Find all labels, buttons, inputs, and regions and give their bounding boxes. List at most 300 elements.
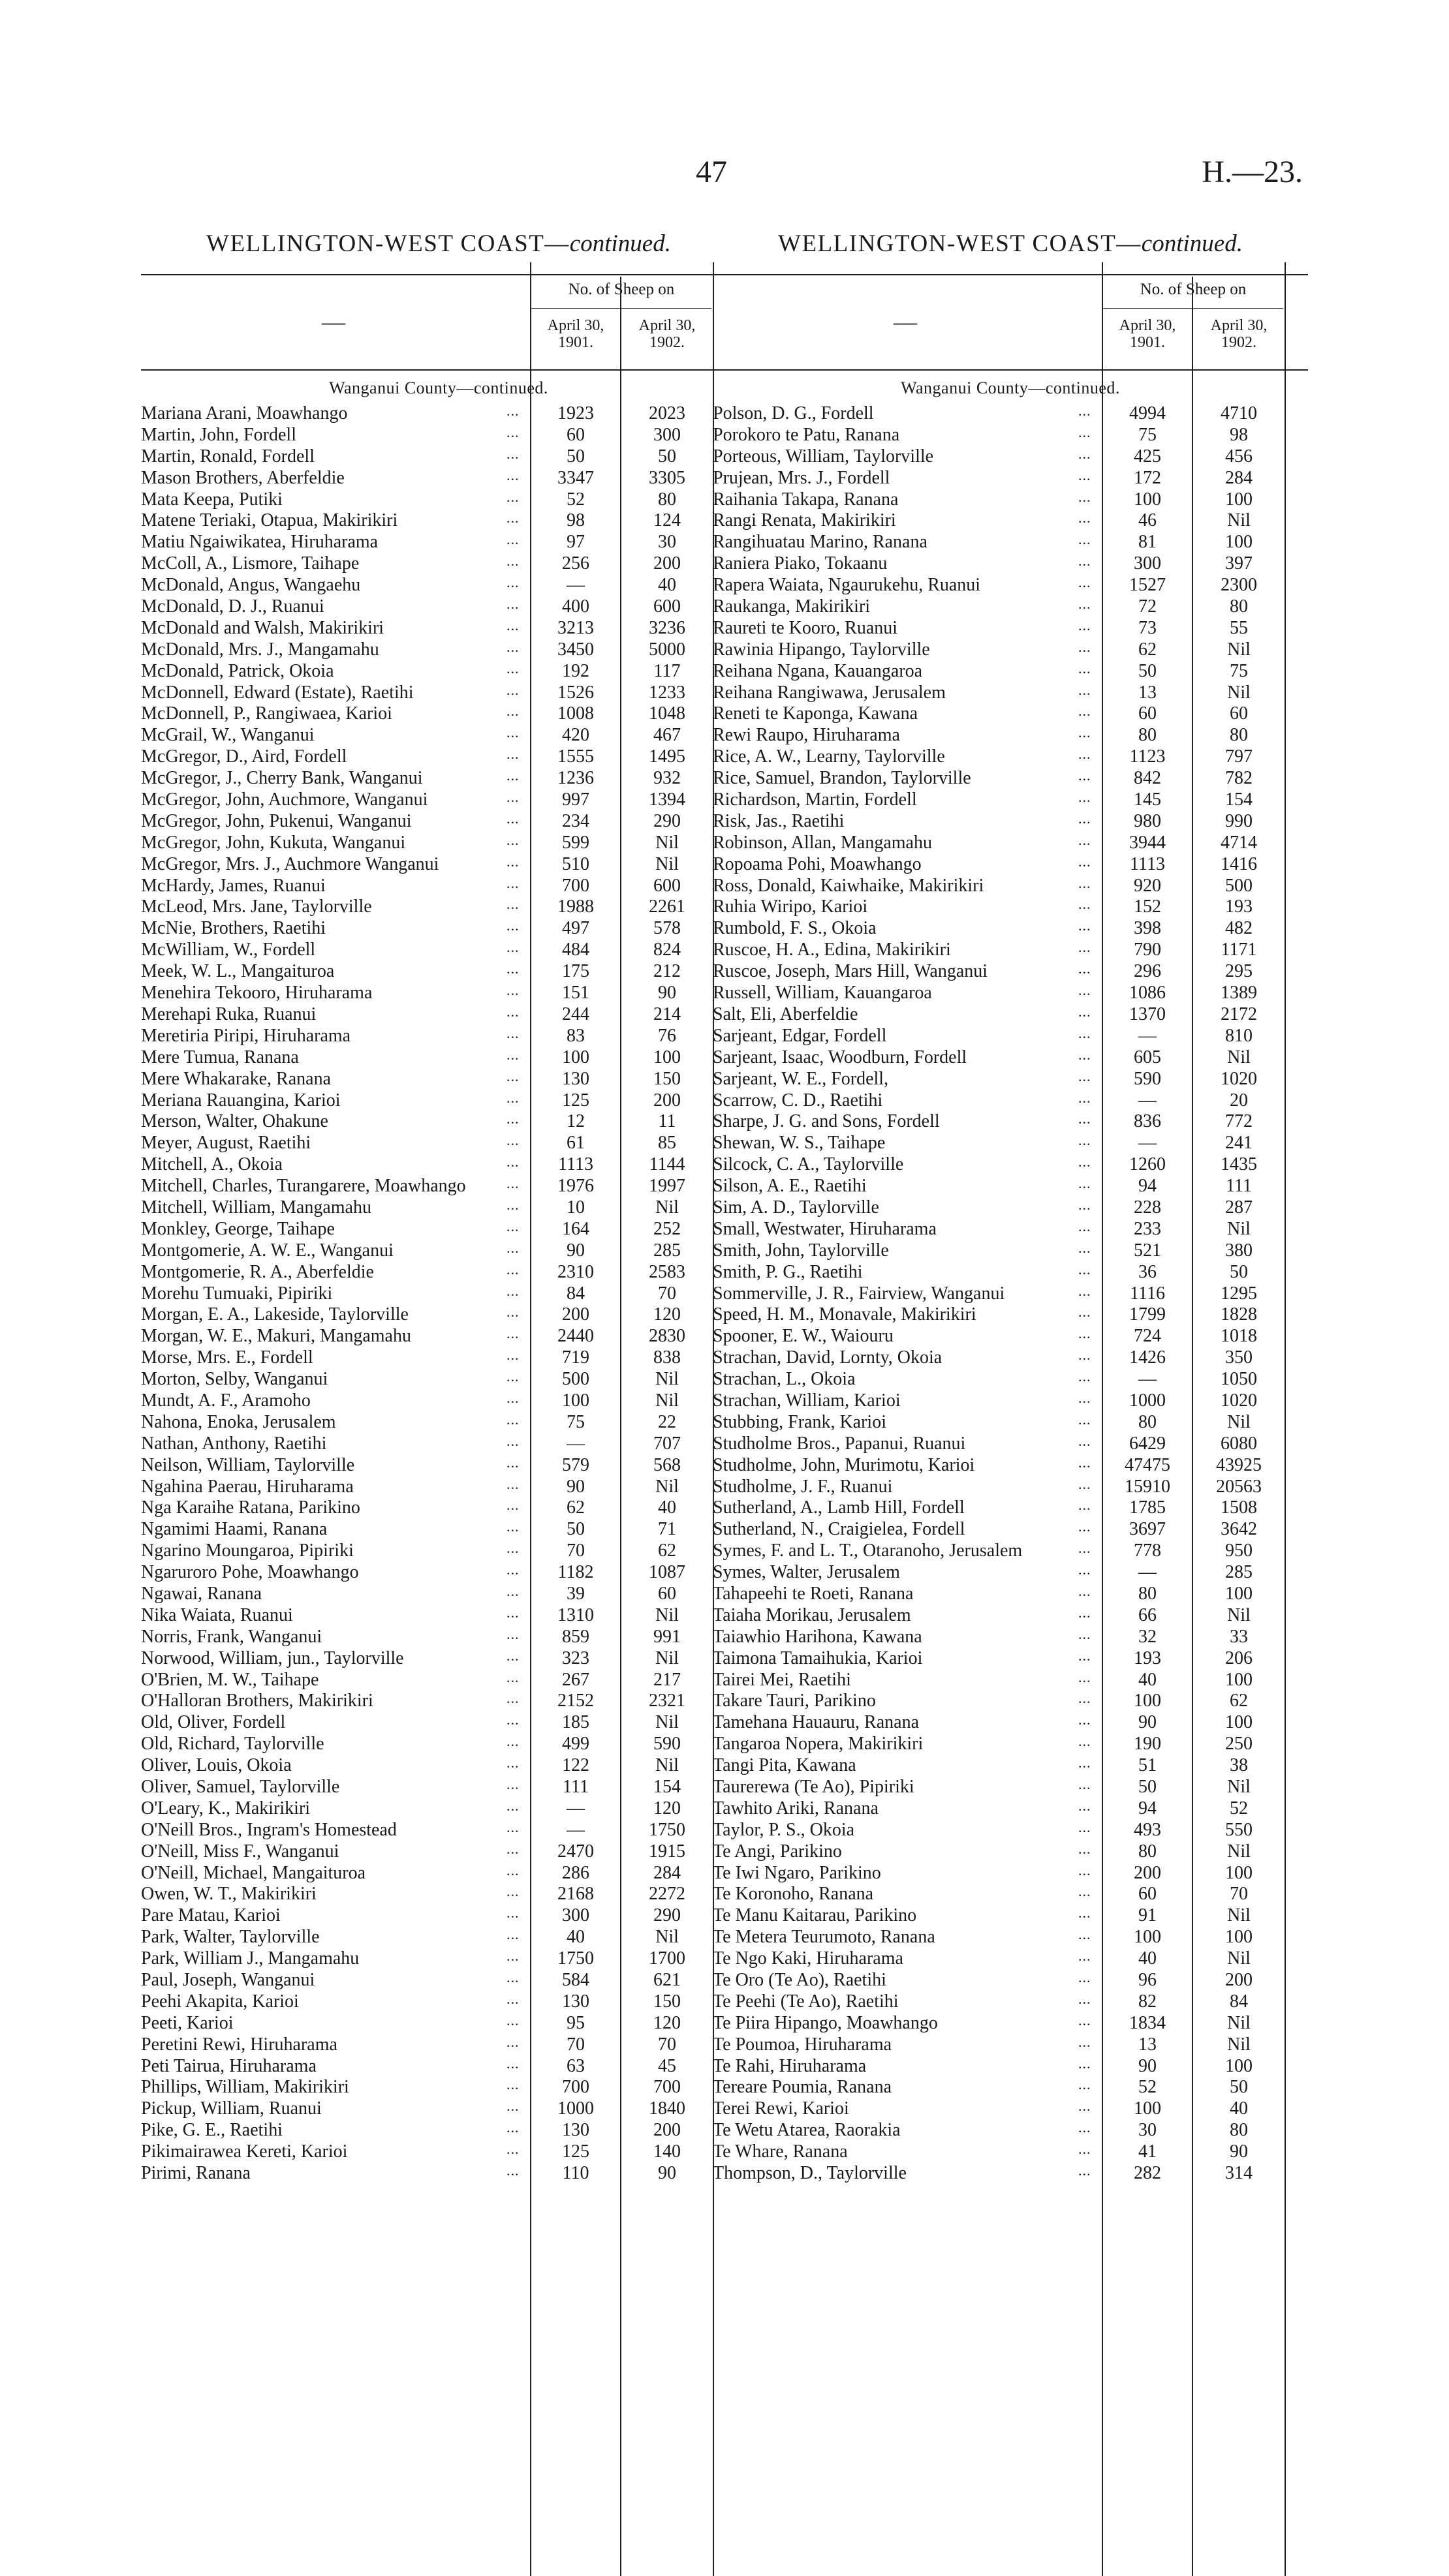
- table-row: [141, 918, 736, 940]
- sheep-count-1901: 4994: [1129, 403, 1166, 423]
- leader-dots: ...: [1078, 1261, 1091, 1278]
- sheep-count-1902: 6080: [1221, 1433, 1257, 1454]
- leader-dots: ...: [1078, 2162, 1091, 2179]
- sheep-count-1902: 20: [1230, 1090, 1248, 1111]
- county-subheading: Wanganui County—continued.: [329, 378, 548, 397]
- sheep-count-1901: 1923: [557, 403, 594, 423]
- table-row: [141, 1347, 736, 1369]
- sheep-count-1902: 991: [653, 1626, 681, 1647]
- sheep-count-1902: Nil: [1227, 1905, 1251, 1926]
- leader-dots: ...: [1078, 1282, 1091, 1299]
- sheep-count-1901: 66: [1138, 1604, 1157, 1625]
- owner-name: Pare Matau, Karioi: [141, 1905, 281, 1926]
- owner-name: Studholme Bros., Papanui, Ruanui: [713, 1433, 966, 1454]
- owner-name: Mere Whakarake, Ranana: [141, 1068, 331, 1089]
- sheep-count-1901: 122: [562, 1755, 589, 1776]
- leader-dots: ...: [506, 617, 520, 634]
- sheep-count-1902: 200: [653, 1090, 681, 1111]
- sheep-count-1901: 96: [1138, 1970, 1157, 1991]
- sheep-count-1902: 2023: [649, 403, 685, 423]
- leader-dots: ...: [1078, 1046, 1091, 1063]
- sheep-count-1901: 484: [562, 940, 589, 960]
- table-row: [141, 1326, 736, 1347]
- leader-dots: ...: [506, 1755, 520, 1771]
- owner-name: McDonald, Angus, Wangaehu: [141, 575, 361, 596]
- leader-dots: ...: [1078, 853, 1091, 870]
- owner-name: Tangi Pita, Kawana: [713, 1755, 856, 1776]
- owner-name: Raureti te Kooro, Ruanui: [713, 617, 898, 638]
- owner-name: Sommerville, J. R., Fairview, Wanganui: [713, 1283, 1005, 1304]
- sheep-count-1902: 90: [658, 983, 676, 1004]
- table-row: [713, 940, 1308, 961]
- leader-dots: ...: [1078, 1196, 1091, 1213]
- owner-name: Owen, W. T., Makirikiri: [141, 1884, 317, 1905]
- sheep-count-1902: 75: [1230, 660, 1248, 681]
- sheep-count-1901: 1260: [1129, 1154, 1166, 1175]
- leader-dots: ...: [1078, 1668, 1091, 1685]
- sheep-count-1902: 1508: [1221, 1497, 1257, 1518]
- sheep-count-1901: 859: [562, 1626, 589, 1647]
- sheep-count-1901: 1785: [1129, 1497, 1166, 1518]
- owner-name: Rapera Waiata, Ngaurukehu, Ruanui: [713, 575, 981, 596]
- owner-name: McGrail, W., Wanganui: [141, 725, 315, 746]
- leader-dots: ...: [1078, 1111, 1091, 1127]
- sheep-count-1902: 50: [658, 446, 676, 467]
- leader-dots: ...: [1078, 1325, 1091, 1342]
- owner-name: Morton, Selby, Wanganui: [141, 1369, 328, 1390]
- sheep-count-1901: 190: [1134, 1734, 1161, 1755]
- leader-dots: ...: [506, 1024, 520, 1041]
- owner-name: Martin, John, Fordell: [141, 424, 296, 445]
- table-row: [713, 1562, 1308, 1584]
- owner-name: Symes, Walter, Jerusalem: [713, 1562, 900, 1583]
- leader-dots: ...: [506, 1003, 520, 1020]
- owner-name: McWilliam, W., Fordell: [141, 940, 316, 960]
- sheep-count-1902: 1997: [649, 1176, 685, 1197]
- sheep-count-1902: 111: [1226, 1176, 1252, 1197]
- leader-dots: ...: [506, 2055, 520, 2072]
- sheep-count-1902: Nil: [1227, 1604, 1251, 1625]
- sheep-count-1901: 3213: [557, 617, 594, 638]
- table-header: [713, 274, 1308, 371]
- owner-name: Morgan, E. A., Lakeside, Taylorville: [141, 1304, 409, 1325]
- sheep-count-1902: 40: [658, 1497, 676, 1518]
- document-reference: H.—23.: [1202, 155, 1303, 189]
- sheep-count-1902: 824: [653, 940, 681, 960]
- owner-name: McDonald, Mrs. J., Mangamahu: [141, 639, 379, 660]
- sheep-count-1901: 97: [567, 532, 585, 553]
- owner-name: Rumbold, F. S., Okoia: [713, 918, 877, 939]
- table-row: [141, 2056, 736, 2078]
- sheep-count-1901: 94: [1138, 1176, 1157, 1197]
- table-row: [141, 725, 736, 746]
- leader-dots: ...: [506, 1368, 520, 1385]
- sheep-count-1901: 36: [1138, 1261, 1157, 1282]
- table-row: [141, 1477, 736, 1498]
- table-row: [141, 1047, 736, 1069]
- sheep-count-1901: 719: [562, 1347, 589, 1368]
- sheep-count-1901: 72: [1138, 596, 1157, 617]
- leader-dots: ...: [1078, 2098, 1091, 2115]
- table-row: [713, 1863, 1308, 1884]
- sheep-count-1901: 2168: [557, 1884, 594, 1905]
- sheep-count-1902: 140: [653, 2141, 681, 2162]
- sheep-count-1901: 1750: [557, 1948, 594, 1969]
- leader-dots: ...: [1078, 1132, 1091, 1149]
- sheep-count-1902: Nil: [1227, 639, 1251, 660]
- sheep-count-1902: 932: [653, 768, 681, 789]
- year-1901-year: 1901.: [1130, 334, 1165, 351]
- table-row: [713, 2163, 1308, 2185]
- leader-dots: ...: [1078, 767, 1091, 784]
- owner-name: Raukanga, Makirikiri: [713, 596, 871, 617]
- leader-dots: ...: [1078, 1411, 1091, 1428]
- leader-dots: ...: [506, 1046, 520, 1063]
- sheep-count-1901: 90: [1138, 2055, 1157, 2076]
- sheep-count-1901: 100: [1134, 1691, 1161, 1711]
- sheep-count-1901: 111: [563, 1777, 589, 1797]
- sheep-count-1901: 130: [562, 1068, 589, 1089]
- table-row: [141, 596, 736, 618]
- table-row: [713, 1047, 1308, 1069]
- owner-name: Rewi Raupo, Hiruharama: [713, 725, 900, 746]
- sheep-count-1902: Nil: [1227, 1047, 1251, 1067]
- owner-name: McGregor, Mrs. J., Auchmore Wanganui: [141, 853, 439, 874]
- sheep-count-1901: 234: [562, 810, 589, 831]
- leader-dots: ...: [1078, 510, 1091, 527]
- owner-name: Ngahina Paerau, Hiruharama: [141, 1476, 354, 1497]
- table-row: [713, 983, 1308, 1004]
- sheep-count-1901: 6429: [1129, 1433, 1166, 1454]
- leader-dots: ...: [506, 1089, 520, 1106]
- table-row: [713, 1605, 1308, 1627]
- leader-dots: ...: [1078, 874, 1091, 891]
- sheep-count-1901: 267: [562, 1669, 589, 1690]
- year-1901-date: April 30,: [547, 317, 604, 334]
- owner-name: Te Koronoho, Ranana: [713, 1884, 874, 1905]
- sheep-count-1902: 124: [653, 510, 681, 531]
- table-row: [713, 833, 1308, 854]
- table-row: [713, 2098, 1308, 2120]
- leader-dots: ...: [506, 467, 520, 483]
- leader-dots: ...: [1078, 1969, 1091, 1986]
- owner-name: Nathan, Anthony, Raetihi: [141, 1433, 327, 1454]
- sheep-count-1901: 420: [562, 725, 589, 746]
- sheep-count-1901: 256: [562, 553, 589, 574]
- table-row: [713, 1541, 1308, 1562]
- sheep-count-1902: 200: [653, 553, 681, 574]
- sheep-count-1901: 152: [1134, 897, 1161, 917]
- table-row: [141, 510, 736, 532]
- owner-name: McGregor, John, Pukenui, Wanganui: [141, 810, 412, 831]
- year-1902-header: [623, 317, 711, 351]
- sheep-count-1902: 550: [1225, 1819, 1253, 1840]
- table-row: [141, 1004, 736, 1026]
- leader-dots: ...: [1078, 1926, 1091, 1943]
- sheep-count-1901: 521: [1134, 1240, 1161, 1261]
- leader-dots: ...: [506, 531, 520, 548]
- sheep-count-1901: 80: [1138, 725, 1157, 746]
- sheep-count-1902: 154: [653, 1777, 681, 1797]
- table-row: [141, 1519, 736, 1541]
- sheep-count-1902: 990: [1225, 810, 1253, 831]
- table-row: [713, 1519, 1308, 1541]
- sheep-count-1901: 39: [567, 1583, 585, 1604]
- table-row: [713, 1176, 1308, 1197]
- sheep-count-1902: 4714: [1221, 832, 1257, 853]
- table-row: [713, 1927, 1308, 1948]
- owner-name: McGregor, John, Auchmore, Wanganui: [141, 790, 428, 810]
- table-row: [141, 876, 736, 897]
- leader-dots: ...: [506, 1883, 520, 1900]
- sheep-count-1902: 1020: [1221, 1068, 1257, 1089]
- sheep-count-1901: 1008: [557, 703, 594, 724]
- leader-dots: ...: [1078, 1625, 1091, 1642]
- sheep-count-1901: 73: [1138, 617, 1157, 638]
- sheep-count-1901: 98: [567, 510, 585, 531]
- leader-dots: ...: [1078, 982, 1091, 999]
- owner-name: Thompson, D., Taylorville: [713, 2163, 907, 2184]
- owner-name: Te Oro (Te Ao), Raetihi: [713, 1970, 886, 1991]
- sheep-count-1902: Nil: [1227, 1948, 1251, 1969]
- leader-dots: ...: [1078, 1540, 1091, 1557]
- sheep-count-1902: 456: [1225, 446, 1253, 467]
- owner-name: Spooner, E. W., Waiouru: [713, 1326, 894, 1347]
- sheep-count-1901: 100: [1134, 2098, 1161, 2119]
- sheep-count-1902: 797: [1225, 746, 1253, 767]
- table-row: [713, 1133, 1308, 1154]
- table-row: [141, 1434, 736, 1455]
- sheep-count-1902: 100: [1225, 1862, 1253, 1883]
- sheep-count-1901: 1113: [558, 1154, 593, 1175]
- table-row: [141, 1863, 736, 1884]
- sheep-count-1901: 579: [562, 1454, 589, 1475]
- sheep-count-1902: 70: [658, 2034, 676, 2055]
- leader-dots: ...: [506, 1411, 520, 1428]
- sheep-count-1902: 200: [1225, 1970, 1253, 1991]
- sheep-count-1901: 100: [562, 1390, 589, 1411]
- owner-name: Pikimairawea Kereti, Karioi: [141, 2141, 348, 2162]
- leader-dots: ...: [1078, 1067, 1091, 1084]
- sheep-count-1902: 707: [653, 1433, 681, 1454]
- leader-dots: ...: [506, 1948, 520, 1965]
- leader-dots: ...: [1078, 467, 1091, 483]
- table-row: [713, 2034, 1308, 2056]
- sheep-count-1902: 290: [653, 810, 681, 831]
- leader-dots: ...: [1078, 617, 1091, 634]
- sheep-count-1901: 40: [1138, 1948, 1157, 1969]
- sheep-count-1902: 350: [1225, 1347, 1253, 1368]
- owner-name: Peeti, Karioi: [141, 2012, 234, 2033]
- table-row: [141, 703, 736, 725]
- sheep-count-1902: 60: [658, 1583, 676, 1604]
- sheep-count-1901: 2152: [557, 1691, 594, 1711]
- leader-dots: ...: [506, 574, 520, 591]
- leader-dots: ...: [506, 403, 520, 419]
- leader-dots: ...: [506, 1432, 520, 1449]
- owner-name: Sim, A. D., Taylorville: [713, 1197, 879, 1218]
- table-header: [141, 274, 736, 371]
- leader-dots: ...: [1078, 531, 1091, 548]
- sheep-count-1901: 836: [1134, 1111, 1161, 1132]
- sheep-count-1902: 467: [653, 725, 681, 746]
- table-row: [713, 1691, 1308, 1712]
- table-row: [141, 1133, 736, 1154]
- owner-name: Pickup, William, Ruanui: [141, 2098, 322, 2119]
- table-row: [141, 618, 736, 639]
- sheep-count-1902: 80: [1230, 725, 1248, 746]
- owner-name: Risk, Jas., Raetihi: [713, 810, 845, 831]
- year-1902-header: [1194, 317, 1283, 351]
- leader-dots: ...: [1078, 1003, 1091, 1020]
- sheep-count-1902: Nil: [655, 1390, 679, 1411]
- leader-dots: ...: [1078, 638, 1091, 655]
- sheep-count-1901: 1799: [1129, 1304, 1166, 1325]
- sheep-count-1902: 80: [1230, 2120, 1248, 2141]
- owner-name: McGregor, J., Cherry Bank, Wanganui: [141, 768, 423, 789]
- column-title: [141, 230, 736, 261]
- title-continued: continued.: [569, 230, 671, 257]
- leader-dots: ...: [1078, 1239, 1091, 1256]
- sheep-count-1902: Nil: [1227, 2034, 1251, 2055]
- sheep-count-1901: 282: [1134, 2163, 1161, 2184]
- leader-dots: ...: [506, 2033, 520, 2050]
- leader-dots: ...: [1078, 2033, 1091, 2050]
- owner-name: Russell, William, Kauangaroa: [713, 983, 932, 1004]
- leader-dots: ...: [1078, 1518, 1091, 1535]
- sheep-count-1902: 1915: [649, 1841, 685, 1862]
- leader-dots: ...: [1078, 2119, 1091, 2136]
- owner-name: O'Neill Bros., Ingram's Homestead: [141, 1819, 397, 1840]
- sheep-count-1901: 1426: [1129, 1347, 1166, 1368]
- sheep-count-1902: 33: [1230, 1626, 1248, 1647]
- owner-name: Menehira Tekooro, Hiruharama: [141, 983, 373, 1004]
- table-row: [713, 618, 1308, 639]
- sheep-count-1902: 1495: [649, 746, 685, 767]
- table-row: [713, 746, 1308, 768]
- sheep-count-1902: 100: [1225, 2055, 1253, 2076]
- owner-name: Pirimi, Ranana: [141, 2163, 251, 2184]
- owner-name: Meretiria Piripi, Hiruharama: [141, 1025, 351, 1046]
- leader-dots: ...: [506, 724, 520, 741]
- table-row: [141, 2034, 736, 2056]
- owner-name: Terei Rewi, Karioi: [713, 2098, 849, 2119]
- sheep-count-1901: 1236: [557, 768, 594, 789]
- leader-dots: ...: [1078, 1883, 1091, 1900]
- sheep-count-1901: 81: [1138, 532, 1157, 553]
- table-row: [141, 854, 736, 876]
- leader-dots: ...: [506, 853, 520, 870]
- leader-dots: ...: [506, 1862, 520, 1878]
- leader-dots: ...: [1078, 1990, 1091, 2007]
- sheep-count-1901: 398: [1134, 918, 1161, 939]
- leader-dots: ...: [1078, 1454, 1091, 1471]
- table-row: [713, 575, 1308, 596]
- sheep-count-1902: 90: [658, 2163, 676, 2184]
- leader-dots: ...: [1078, 1797, 1091, 1814]
- sheep-count-1902: Nil: [655, 1712, 679, 1733]
- table-row: [141, 489, 736, 511]
- sheep-count-1901: —: [1138, 1025, 1157, 1046]
- table-row: [141, 1390, 736, 1412]
- sheep-count-1901: 2310: [557, 1261, 594, 1282]
- table-row: [713, 1497, 1308, 1519]
- sheep-count-1901: 3944: [1129, 832, 1166, 853]
- sheep-count-1901: 10: [567, 1197, 585, 1218]
- sheep-count-1901: 52: [567, 489, 585, 510]
- leader-dots: ...: [1078, 1905, 1091, 1922]
- table-row: [141, 1884, 736, 1905]
- owner-name: Sutherland, N., Craigielea, Fordell: [713, 1519, 965, 1540]
- sheep-count-1901: 50: [1138, 1777, 1157, 1797]
- sheep-count-1902: 1018: [1221, 1326, 1257, 1347]
- sheep-count-1902: 100: [653, 1047, 681, 1067]
- leader-dots: ...: [1078, 1218, 1091, 1234]
- leader-dots: ...: [1078, 1647, 1091, 1664]
- sheep-count-1901: 125: [562, 1090, 589, 1111]
- leader-dots: ...: [1078, 1604, 1091, 1621]
- page-number: 47: [696, 155, 727, 189]
- sheep-count-1902: 1840: [649, 2098, 685, 2119]
- table-row: [141, 661, 736, 682]
- sheep-count-1901: 1182: [557, 1562, 594, 1583]
- table-row: [713, 876, 1308, 897]
- owner-name: Phillips, William, Makirikiri: [141, 2077, 349, 2098]
- table-row: [141, 1069, 736, 1090]
- table-row: [141, 1176, 736, 1197]
- leader-dots: ...: [1078, 2141, 1091, 2158]
- leader-dots: ...: [1078, 445, 1091, 462]
- table-row: [713, 811, 1308, 833]
- leader-dots: ...: [1078, 488, 1091, 505]
- sheep-count-1902: 772: [1225, 1111, 1253, 1132]
- sheep-count-1901: 2470: [557, 1841, 594, 1862]
- owner-name: Te Iwi Ngaro, Parikino: [713, 1862, 881, 1883]
- sheep-count-1902: 285: [653, 1240, 681, 1261]
- sheep-count-1902: 50: [1230, 1261, 1248, 1282]
- leader-dots: ...: [1078, 1818, 1091, 1835]
- table-row: [141, 446, 736, 468]
- sheep-count-1902: 11: [658, 1111, 676, 1132]
- sheep-count-1901: —: [1138, 1369, 1157, 1390]
- sheep-count-1901: 1116: [1130, 1283, 1165, 1304]
- leader-dots: ...: [1078, 1154, 1091, 1171]
- table-row: [713, 1390, 1308, 1412]
- sheep-count-1902: 62: [658, 1541, 676, 1561]
- table-row: [713, 703, 1308, 725]
- sheep-count-1901: —: [567, 575, 585, 596]
- owner-name: Te Metera Teurumoto, Ranana: [713, 1927, 935, 1948]
- owner-name: Mitchell, William, Mangamahu: [141, 1197, 371, 1218]
- leader-dots: ...: [506, 1261, 520, 1278]
- sheep-count-1901: 1834: [1129, 2012, 1166, 2033]
- sheep-count-1901: 50: [1138, 660, 1157, 681]
- table-row: [141, 1605, 736, 1627]
- table-row: [141, 1627, 736, 1648]
- sheep-count-1901: 60: [1138, 703, 1157, 724]
- table-row: [141, 1154, 736, 1176]
- leader-dots: ...: [506, 1497, 520, 1514]
- sheep-count-1902: Nil: [1227, 1411, 1251, 1432]
- owner-name: Sarjeant, Edgar, Fordell: [713, 1025, 887, 1046]
- sheep-count-1902: 43925: [1216, 1454, 1262, 1475]
- sheep-count-1901: 497: [562, 918, 589, 939]
- leader-dots: ...: [506, 810, 520, 827]
- table-row: [141, 1541, 736, 1562]
- owner-name: Porokoro te Patu, Ranana: [713, 424, 900, 445]
- leader-dots: ...: [506, 488, 520, 505]
- sheep-count-1902: 314: [1225, 2163, 1253, 2184]
